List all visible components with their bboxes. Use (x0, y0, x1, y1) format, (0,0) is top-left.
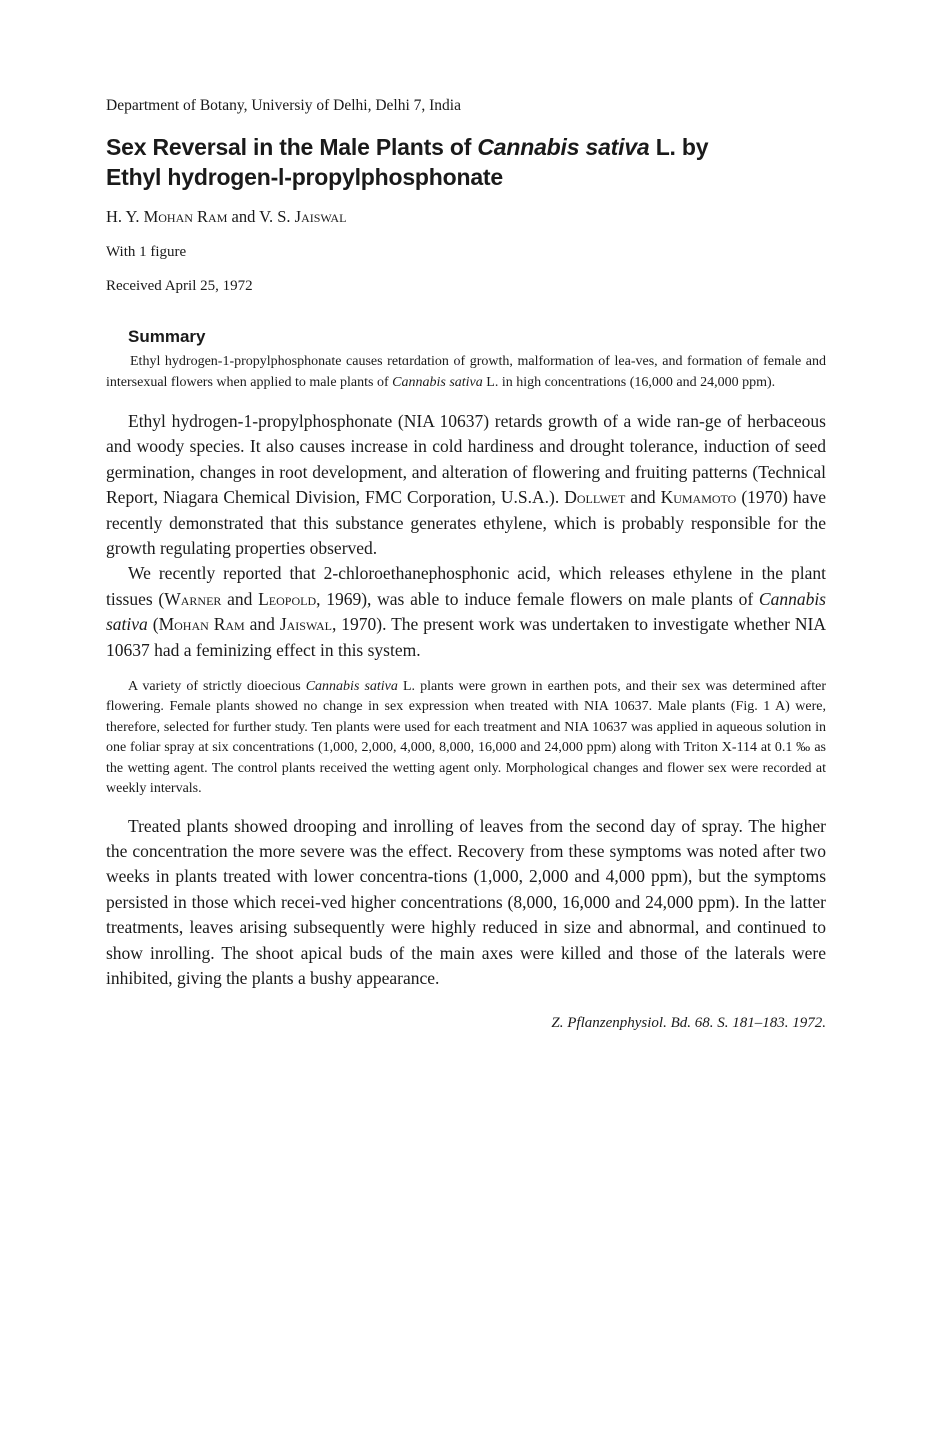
summary-heading: Summary (128, 327, 206, 346)
para1-t2: and (625, 487, 661, 508)
affiliation: Department of Botany, Universiy of Delhi, Delhi 7, India (106, 97, 461, 114)
author-connector: and V. S. (227, 207, 295, 226)
title-species: Cannabis sativa (477, 134, 650, 160)
para2-t2: and (221, 588, 259, 609)
para1-author-kumamoto: Kumamoto (660, 487, 737, 508)
summary-species: Cannabis sativa (392, 374, 483, 390)
received-date: Received April 25, 1972 (106, 278, 253, 294)
author1-name: Mohan Ram (143, 207, 228, 226)
methods-t1: A variety of strictly dioecious (128, 679, 306, 695)
methods-t2: L. plants were grown in earthen pots, and their sex was determined after flowering. Female plants showed no change in sex expression when treated with NIA 10637. Male plants (Fig. 1 A) were, therefore, selected for further study. Ten plants were used for each treatment and NIA 10637 was applied in aqueous solution in one foliar spray at six concentrations (1,000, 2,000, 4,000, 8,000, 16,000 and 24,000 ppm) along with Triton X-114 at 0.1 ‰ as the wetting agent. The control plants received the wetting agent only. Morphological changes and flower sex were recorded at weekly intervals. (106, 679, 826, 797)
para2-t1: We recently reported that 2-chloroethanephosphonic acid, which releases ethylene in the plant tissues ( (106, 563, 826, 609)
para1-author-dollwet: Dollwet (564, 487, 626, 508)
para2-species: Cannabis sativa (106, 588, 826, 635)
para2-author-jaiswal: Jaiswal (279, 614, 332, 635)
para2-author-leopold: Leopold (258, 588, 317, 609)
article-page (106, 96, 826, 1033)
para2-author-warner: Warner (164, 588, 222, 609)
title-part1: Sex Reversal in the Male Plants of (106, 134, 478, 160)
body-paragraph-3: Treated plants showed drooping and inrolling of leaves from the second day of spray. The higher the concentration the more severe was the effect. Recovery from these symptoms was noted after two weeks in plants treated with lower concentra-tions (1,000, 2,000 and 4,000 ppm), but the symptoms persisted in those which recei-ved higher concentrations (8,000, 16,000 and 24,000 ppm). In the latter treatments, leaves arising subsequently were highly reduced in size and abnormal, and continued to show inrolling. The shoot apical buds of the main axes were killed and those of the laterals were inhibited, giving the plants a bushy appearance. (106, 815, 826, 988)
title-line2: Ethyl hydrogen-l-propylphosphonate (106, 164, 503, 190)
para2-t3: , 1969), was able to induce female flowers on male plants of (316, 588, 759, 609)
body-paragraph-1 (106, 409, 826, 561)
author1-initials: H. Y. (106, 207, 144, 226)
figure-count: With 1 figure (106, 244, 187, 260)
para2-t6: , 1970). The present work was undertaken to investigate whether NIA 10637 had a feminizing effect in this system. (106, 614, 826, 660)
body-paragraph-2 (106, 561, 826, 663)
summary-t1: Ethyl hydrogen-1-propylphosphonate causes retɑrdation of growth, malformation of lea-ves, and formation of female and intersexual flowers when applied to male plants of (106, 354, 826, 390)
para2-author-mohan-ram: Mohan Ram (158, 614, 245, 635)
methods-species: Cannabis sativa (305, 679, 398, 695)
summary-text (106, 352, 826, 393)
para2-t5: and (244, 614, 280, 635)
journal-citation: Z. Pflanzenphysiol. Bd. 68. S. 181–183. 1972. (551, 1015, 826, 1032)
article-title (106, 132, 826, 192)
para1-t3: (1970) have recently demonstrated that this substance generates ethylene, which is probably responsible for the growth regulating properties observed. (106, 487, 826, 559)
title-part2: L. by (649, 134, 709, 160)
methods-paragraph (106, 677, 826, 799)
authors (106, 206, 826, 228)
para2-t4: ( (147, 614, 159, 635)
summary-t2: L. in high concentrations (16,000 and 24,000 ppm). (482, 374, 776, 390)
author2-name: Jaiswal (294, 207, 347, 226)
para1-t1: Ethyl hydrogen-1-propylphosphonate (NIA 10637) retards growth of a wide ran-ge of herbaceous and woody species. It also causes increase in cold hardiness and drought tolerance, induction of seed germination, changes in root development, and alteration of flowering and fruiting patterns (Technical Report, Niagara Chemical Division, FMC Corporation, U.S.A.). (106, 411, 826, 508)
